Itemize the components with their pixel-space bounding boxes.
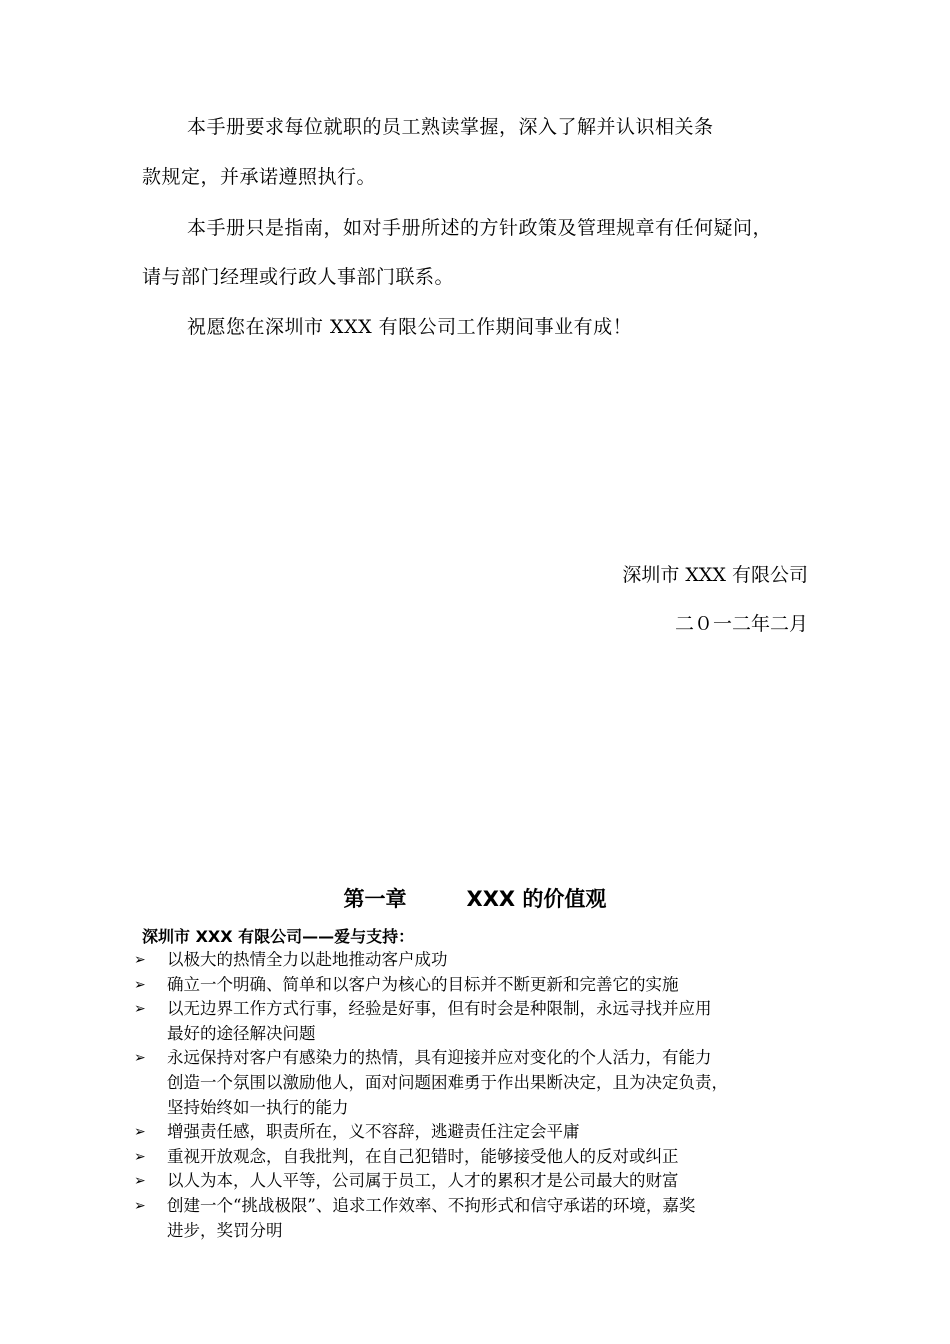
arrow-bullet-icon: ➢ (134, 1197, 146, 1214)
list-item-text: 确立一个明确、简单和以客户为核心的目标并不断更新和完善它的实施 (167, 974, 679, 994)
signature-date: 二０一二年二月 (674, 613, 808, 635)
list-item (132, 948, 812, 973)
preface-paragraph-1-line-2: 款规定，并承诺遵照执行。 (142, 166, 377, 188)
list-item-text: 永远保持对客户有感染力的热情，具有迎接并应对变化的个人活力，有能力 (167, 1048, 712, 1068)
list-item-text: 创建一个“挑战极限”、追求工作效率、不拘形式和信守承诺的环境，嘉奖 (167, 1195, 696, 1215)
list-item (132, 1120, 812, 1145)
values-list (132, 948, 812, 1243)
arrow-bullet-icon: ➢ (134, 1173, 146, 1190)
arrow-bullet-icon: ➢ (134, 1001, 146, 1018)
list-item-text: 重视开放观念，自我批判，在自己犯错时，能够接受他人的反对或纠正 (167, 1146, 679, 1166)
chapter-heading (0, 885, 950, 913)
list-item-text: 以无边界工作方式行事，经验是好事，但有时会是种限制，永远寻找并应用 (167, 999, 712, 1019)
list-item-text: 进步，奖罚分明 (167, 1220, 283, 1240)
list-item (132, 1046, 812, 1120)
list-item-text: 增强责任感，职责所在，义不容辞，逃避责任注定会平庸 (167, 1122, 580, 1142)
preface-paragraph-1-line-1: 本手册要求每位就职的员工熟读掌握，深入了解并认识相关条 (187, 116, 714, 138)
list-item-text: 坚持始终如一执行的能力 (167, 1097, 349, 1117)
arrow-bullet-icon: ➢ (134, 1050, 146, 1067)
list-item (132, 1194, 812, 1243)
preface-paragraph-2-line-1: 本手册只是指南，如对手册所述的方针政策及管理规章有任何疑问， (187, 217, 773, 239)
chapter-number: 第一章 (343, 887, 407, 911)
preface-paragraph-2-line-2: 请与部门经理或行政人事部门联系。 (142, 266, 455, 288)
list-item-text: 以人为本，人人平等，公司属于员工，人才的累积才是公司最大的财富 (167, 1171, 679, 1191)
signature-company: 深圳市 XXX 有限公司 (622, 564, 808, 586)
list-item (132, 1169, 812, 1194)
list-item (132, 1145, 812, 1170)
list-item-text: 最好的途径解决问题 (167, 1023, 316, 1043)
arrow-bullet-icon: ➢ (134, 1148, 146, 1165)
arrow-bullet-icon: ➢ (134, 952, 146, 968)
preface-paragraph-3: 祝愿您在深圳市 XXX 有限公司工作期间事业有成！ (187, 316, 633, 338)
arrow-bullet-icon: ➢ (134, 1124, 146, 1141)
list-item-text: 以极大的热情全力以赴地推动客户成功 (167, 950, 448, 969)
values-heading: 深圳市 XXX 有限公司——爱与支持： (142, 927, 415, 946)
chapter-title: XXX 的价值观 (466, 887, 607, 911)
list-item (132, 973, 812, 998)
list-item-text: 创造一个氛围以激励他人，面对问题困难勇于作出果断决定，且为决定负责， (167, 1072, 728, 1092)
list-item (132, 997, 812, 1046)
arrow-bullet-icon: ➢ (134, 976, 146, 993)
